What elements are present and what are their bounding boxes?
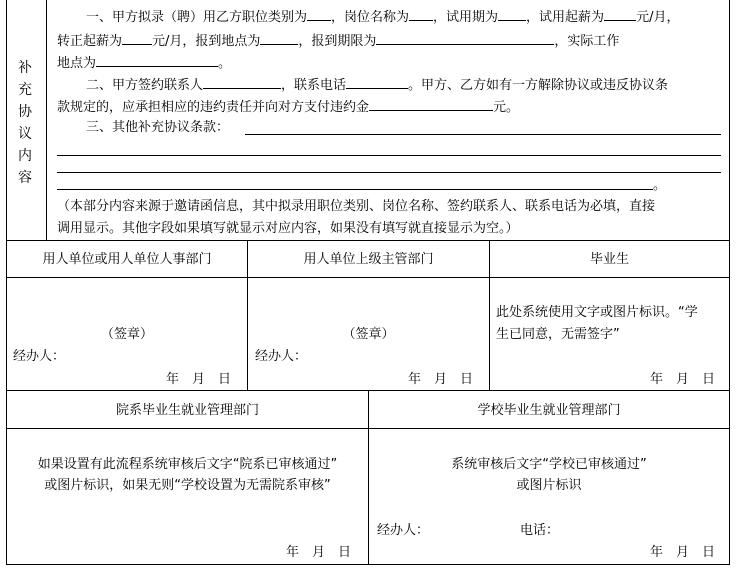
supervisor-seal: （签章） (342, 327, 395, 342)
header-row1-divider (6, 277, 730, 278)
supervisor-date: 年 月 日 (408, 372, 474, 387)
graduate-text-line2: 生已同意，无需签字” (496, 327, 620, 342)
school-handler: 经办人： (377, 523, 430, 538)
probation-salary-field[interactable] (604, 8, 636, 21)
header-school: 学校毕业生就业管理部门 (477, 403, 621, 418)
school-date: 年 月 日 (650, 545, 716, 560)
note-line2: 调用显示。其他字段如果填写就显示对应内容，如果没有填写就直接显示为空。） (57, 221, 519, 236)
header-supervisor: 用人单位上级主管部门 (303, 252, 434, 267)
clause3-label: 三、其他补充协议条款： (86, 120, 230, 135)
school-text-line1: 系统审核后文字“学校已审核通过” (451, 457, 647, 472)
side-label-char: 容 (18, 170, 32, 186)
header-graduate: 毕业生 (589, 252, 629, 267)
department-date: 年 月 日 (286, 545, 352, 560)
side-label-divider (46, 0, 47, 240)
graduate-date: 年 月 日 (650, 372, 716, 387)
supervisor-handler: 经办人： (255, 349, 308, 364)
clause1-line1: 一、甲方拟录（聘）用乙方职位类别为 ，岗位名称为 ，试用期为 ，试用起薪为 元/月， (86, 10, 680, 25)
contact-person-field[interactable] (203, 76, 281, 89)
other-terms-line-4[interactable] (57, 189, 653, 190)
side-label-char: 议 (18, 126, 32, 142)
probation-period-field[interactable] (498, 8, 526, 21)
employer-seal: （签章） (100, 327, 153, 342)
other-terms-line-2[interactable] (57, 155, 721, 156)
department-text-line2: 或图片标识，如果无则“学校设置为无需院系审核” (44, 478, 331, 493)
position-name-field[interactable] (409, 8, 433, 21)
other-terms-line-3[interactable] (57, 172, 721, 173)
work-location-field[interactable] (96, 54, 218, 67)
table-border-right (729, 0, 730, 565)
clause1-line3: 地点为 。 (57, 56, 232, 71)
side-label-char: 补 (18, 60, 32, 76)
job-category-field[interactable] (307, 8, 331, 21)
employer-date: 年 月 日 (166, 372, 232, 387)
report-location-field[interactable] (260, 32, 298, 45)
other-terms-line-1[interactable] (245, 134, 721, 135)
header-employer: 用人单位或用人单位人事部门 (42, 252, 212, 267)
clause1-line2: 转正起薪为 元/月，报到地点为 ，报到期限为 ，实际工作 (57, 34, 620, 49)
penalty-amount-field[interactable] (369, 98, 493, 111)
employer-handler: 经办人： (13, 349, 66, 364)
regular-salary-field[interactable] (122, 32, 152, 45)
school-text-line2: 或图片标识 (516, 478, 582, 493)
clause2-line2: 款规定的，应承担相应的违约责任并向对方支付违约金 元。 (57, 100, 520, 115)
side-label-char: 内 (18, 148, 32, 164)
side-label-char: 协 (18, 104, 32, 120)
graduate-text-line1: 此处系统使用文字或图片标识。“学 (496, 305, 698, 320)
school-phone: 电话： (520, 523, 560, 538)
clause2-line1: 二、甲方签约联系人 ，联系电话 。甲方、乙方如有一方解除协议或违反协议条 (86, 78, 669, 93)
note-line1: （本部分内容来源于邀请函信息，其中拟录用职位类别、岗位名称、签约联系人、联系电话为必填，直接 (57, 199, 656, 214)
contact-phone-field[interactable] (346, 76, 408, 89)
header-department: 院系毕业生就业管理部门 (115, 403, 259, 418)
department-text-line1: 如果设置有此流程系统审核后文字“院系已审核通过” (37, 457, 338, 472)
side-label-char: 充 (18, 82, 32, 98)
report-deadline-field[interactable] (376, 32, 554, 45)
section-divider-1 (6, 240, 730, 241)
clause3-end: 。 (653, 178, 667, 193)
